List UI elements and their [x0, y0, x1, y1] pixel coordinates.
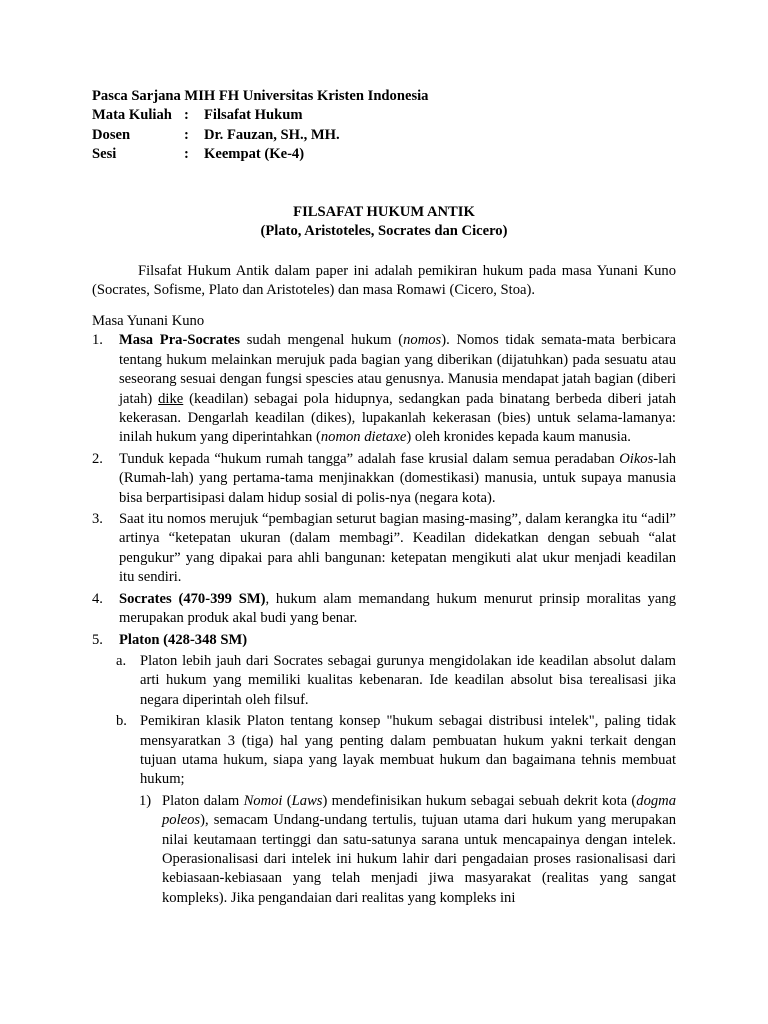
list-subitem-b: [92, 712, 676, 790]
text-run: (keadilan) sebagai pola hidupnya, sedangkan pada binatang berbeda diberi jatah kekerasan. Dengarlah keadilan (dikes), lupakanlah kekerasan (bies) untuk selama-lamanya: inilah hukum yang diperintahkan (: [119, 390, 677, 446]
header-colon: :: [184, 107, 189, 124]
text-run: -lah (Rumah-lah) yang pertama-tama menjinakkan (domestikasi) manusia, untuk supaya manusia bisa berpartisipasi dalam hidup sosial di polis-nya (negara kota).: [119, 450, 676, 506]
list-item-4: [92, 590, 676, 629]
list-item-2: [92, 450, 676, 508]
list-item-1: [92, 331, 676, 447]
emphasis-bold: Socrates (470-399 SM): [119, 590, 266, 607]
text-run: Saat itu nomos merujuk “pembagian seturut bagian masing-masing”, dalam kerangka itu “adil” artinya “ketepatan ukuran (dalam membagi”. Keadilan didekatkan dengan sebuah “alat pengukur” yang dipakai para ahli bangunan: ketepatan mengikuti alat ukur menjadi keadilan itu sendiri.: [119, 511, 676, 586]
header-colon: :: [184, 146, 189, 163]
emphasis-bold: Masa Pra-Socrates: [119, 332, 241, 349]
list-number: 2.: [92, 450, 103, 467]
text-run: ) mendefinisikan hukum sebagai sebuah dekrit kota (: [322, 792, 637, 809]
text-run: (: [282, 792, 292, 809]
document-body: [92, 312, 676, 908]
list-item-3: [92, 510, 676, 588]
list-letter: b.: [116, 713, 127, 730]
list-letter: a.: [116, 652, 127, 669]
text-run: Pemikiran klasik Platon tentang konsep "hukum sebagai distribusi intelek", paling tidak mensyaratkan 3 (tiga) hal yang penting dalam pembuatan hukum yakni terkait dengan tujuan utama hukum, siapa yang layak membuat hukum dan bagaimana tehnis membuat hukum;: [140, 713, 676, 788]
header-value: Keempat (Ke-4): [204, 146, 305, 163]
header-key: Mata Kuliah: [92, 107, 172, 124]
emphasis-italic: Nomoi: [243, 792, 283, 809]
header-value: Dr. Fauzan, SH., MH.: [204, 126, 340, 143]
list-number: 1): [139, 792, 152, 809]
emphasis-italic: dogma poleos: [162, 792, 676, 829]
emphasis-bold: Platon (428-348 SM): [119, 631, 248, 648]
list-subsubitem-1: [92, 792, 676, 908]
header-key: Dosen: [92, 126, 131, 143]
text-run: Platon dalam: [162, 792, 244, 809]
list-number: 1.: [92, 332, 103, 349]
title-sub: (Plato, Aristoteles, Socrates dan Cicero): [260, 223, 508, 240]
text-run: ) oleh kronides kepada kaum manusia.: [406, 429, 631, 446]
emphasis-italic: nomos: [403, 332, 442, 349]
institution-line: Pasca Sarjana MIH FH Universitas Kristen Indonesia: [92, 88, 429, 104]
text-run: sudah mengenal hukum (: [240, 332, 404, 349]
document-title: [92, 203, 676, 242]
emphasis-underline: dike: [158, 390, 184, 407]
header-key: Sesi: [92, 146, 117, 163]
text-run: ). Nomos tidak semata-mata berbicara tentang hukum melainkan merujuk pada bagian yang diberikan (dijatuhkan) pada sesuatu atau seseorang sesuai dengan fungsi spescies atau genusnya. Manusia mendapat jatah bagian (diberi jatah): [119, 332, 676, 407]
text-run: Tunduk kepada “hukum rumah tangga” adalah fase krusial dalam semua peradaban: [119, 450, 620, 467]
header-row-session: [92, 145, 428, 164]
list-number: 4.: [92, 590, 103, 607]
emphasis-italic: nomon dietaxe: [320, 429, 407, 446]
section-heading: Masa Yunani Kuno: [92, 313, 205, 329]
document-header: [92, 87, 428, 165]
list-item-5: [92, 631, 676, 650]
intro-paragraph: Filsafat Hukum Antik dalam paper ini adalah pemikiran hukum pada masa Yunani Kuno (Socrates, Sofisme, Plato dan Aristoteles) dan masa Romawi (Cicero, Stoa).: [92, 263, 676, 299]
title-main: FILSAFAT HUKUM ANTIK: [293, 204, 475, 220]
header-row-lecturer: [92, 126, 428, 145]
emphasis-italic: Oikos: [619, 450, 654, 467]
text-run: ), semacam Undang-undang tertulis, tujuan utama dari hukum yang merupakan nilai keutamaan tertinggi dan satu-satunya sarana untuk mencapainya dengan intelek. Operasionalisasi dari intelek ini hukum lahir dari pengadaian proses rasionalisasi dari kebiasaan-kebiasaan yang telah menjadi jiwa masyarakat (realitas yang sangat kompleks). Jika pengandaian dari realitas yang kompleks ini: [162, 812, 676, 906]
list-number: 5.: [92, 631, 103, 648]
text-run: Platon lebih jauh dari Socrates sebagai gurunya mengidolakan ide keadilan absolut dalam arti hukum yang memiliki kualitas kebenaran. Ide keadilan absolut bisa terealisasi jika negara diperintah oleh filsuf.: [140, 652, 676, 708]
header-colon: :: [184, 126, 189, 143]
header-row-course: [92, 106, 428, 125]
header-value: Filsafat Hukum: [204, 107, 303, 124]
list-number: 3.: [92, 511, 103, 528]
emphasis-italic: Laws: [291, 792, 323, 809]
list-subitem-a: [92, 652, 676, 710]
text-run: , hukum alam memandang hukum menurut prinsip moralitas yang merupakan produk akal budi yang benar.: [119, 590, 676, 627]
